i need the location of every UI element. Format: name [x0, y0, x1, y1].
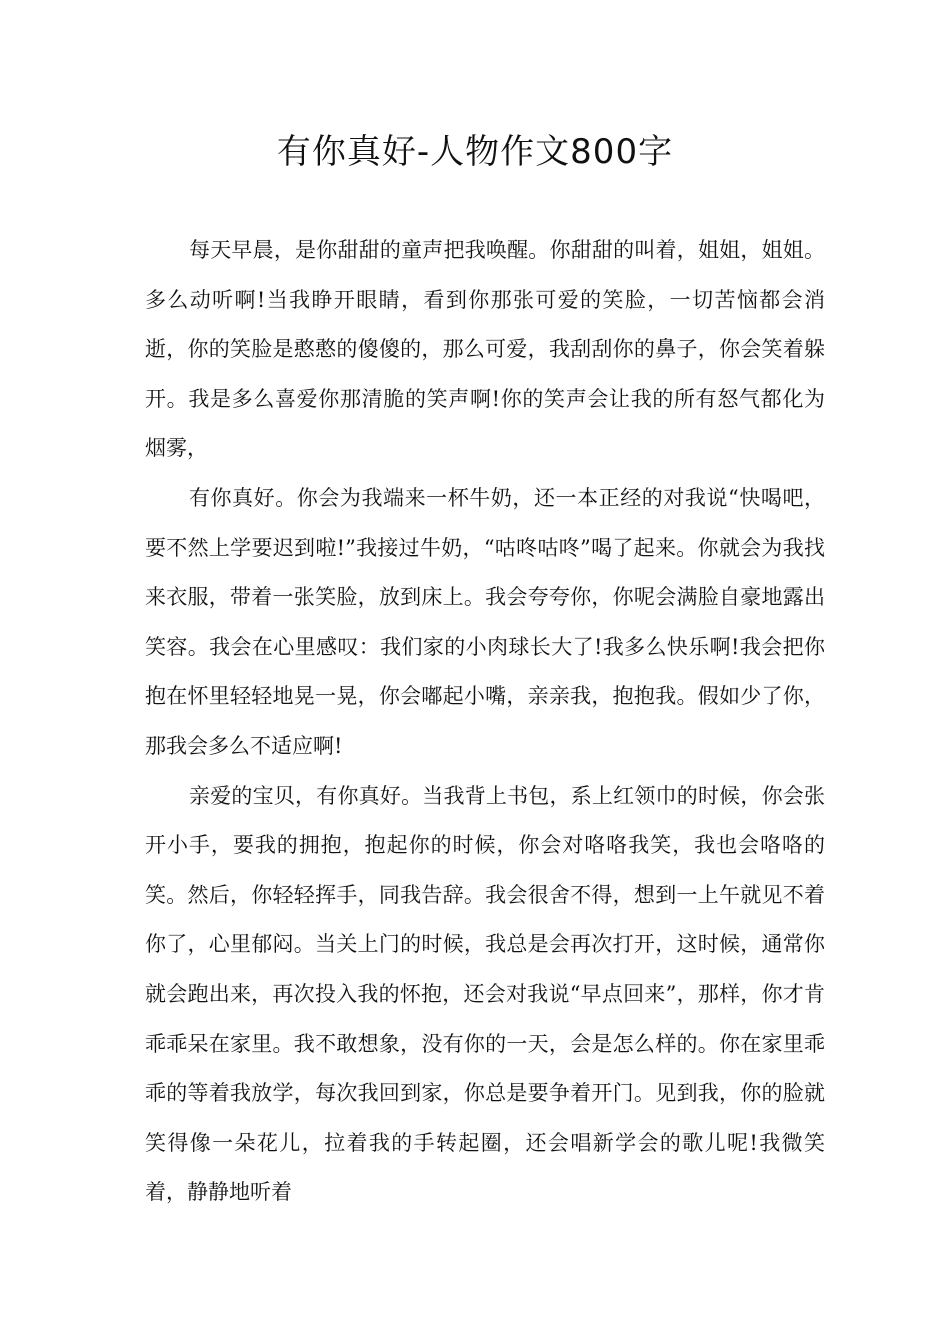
document-title: 有你真好-人物作文800字 — [276, 132, 674, 172]
document-body — [145, 226, 825, 1218]
paragraph-3: 亲爱的宝贝，有你真好。当我背上书包，系上红领巾的时候，你会张开小手，要我的拥抱，抱起你的时候，你会对咯咯我笑，我也会咯咯的笑。然后，你轻轻挥手，同我告辞。我会很舍不得，想到一上午就见不着你了，心里郁闷。当关上门的时候，我总是会再次打开，这时候，通常你就会跑出来，再次投入我的怀抱，还会对我说“早点回来”，那样，你才肯乖乖呆在家里。我不敢想象，没有你的一天，会是怎么样的。你在家里乖乖的等着我放学，每次我回到家，你总是要争着开门。见到我，你的脸就笑得像一朵花儿，拉着我的手转起圈，还会唱新学会的歌儿呢!我微笑着，静静地听着 — [145, 783, 825, 1205]
paragraph-2: 有你真好。你会为我端来一杯牛奶，还一本正经的对我说“快喝吧，要不然上学要迟到啦!”我接过牛奶，“咕咚咕咚”喝了起来。你就会为我找来衣服，带着一张笑脸，放到床上。我会夸夸你，你呢会满脸自豪地露出笑容。我会在心里感叹：我们家的小肉球长大了!我多么快乐啊!我会把你抱在怀里轻轻地晃一晃，你会嘟起小嘴，亲亲我，抱抱我。假如少了你，那我会多么不适应啊! — [145, 485, 825, 758]
paragraph-1: 每天早晨，是你甜甜的童声把我唤醒。你甜甜的叫着，姐姐，姐姐。多么动听啊!当我睁开眼睛，看到你那张可爱的笑脸，一切苦恼都会消逝，你的笑脸是憨憨的傻傻的，那么可爱，我刮刮你的鼻子，你会笑着躲开。我是多么喜爱你那清脆的笑声啊!你的笑声会让我的所有怒气都化为烟雾， — [145, 238, 825, 461]
